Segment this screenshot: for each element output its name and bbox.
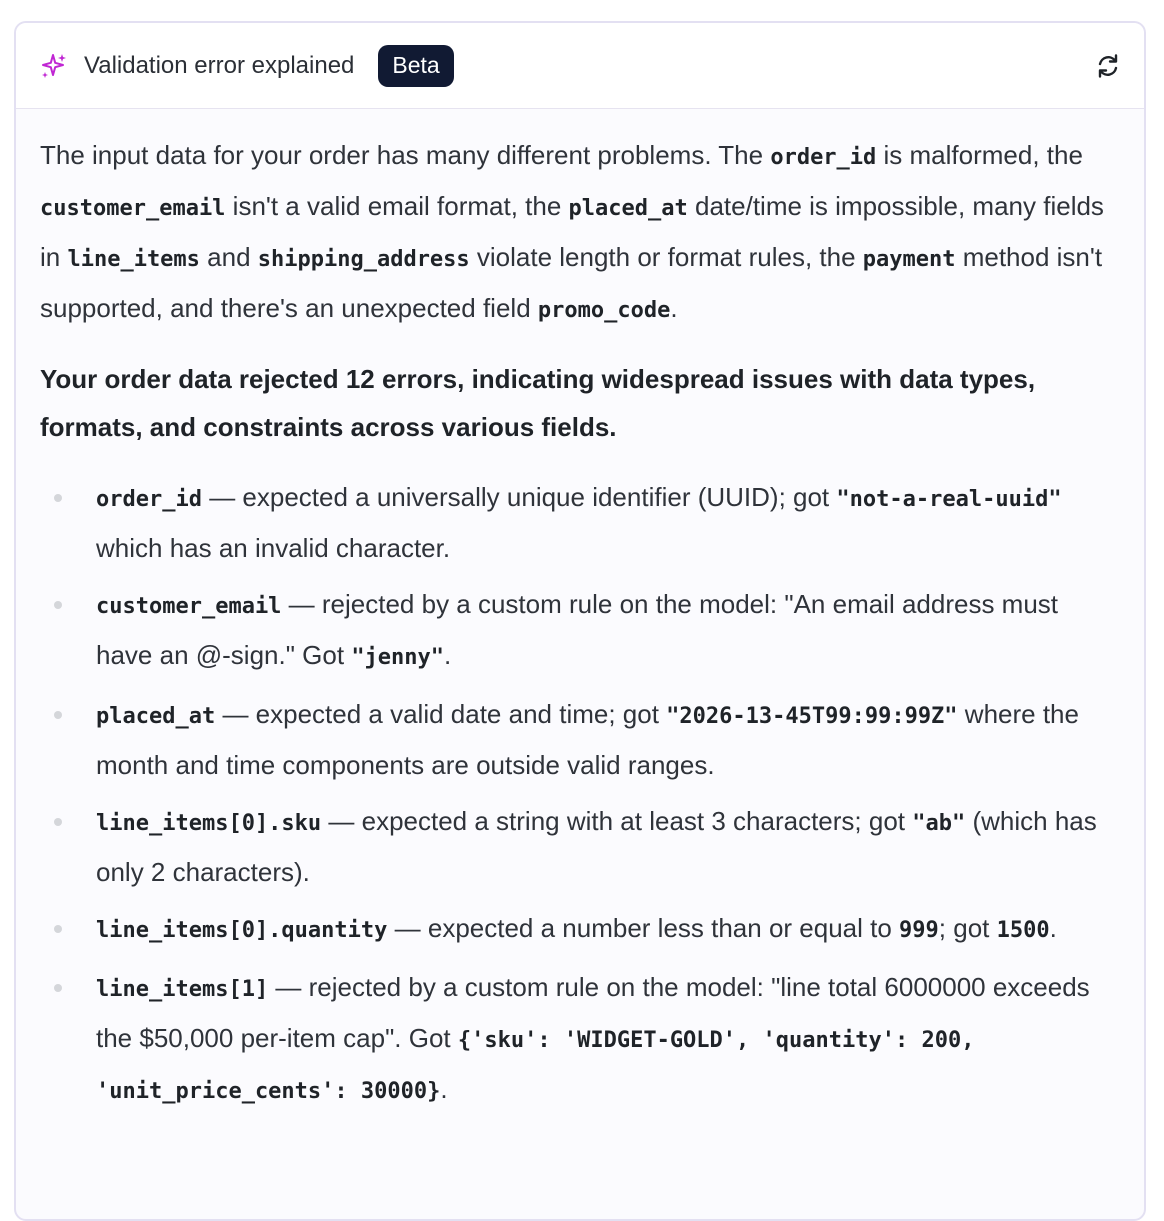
- error-item: [40, 580, 1118, 682]
- field-code: payment: [862, 247, 956, 272]
- intro-text: violate length or format rules, the: [469, 242, 863, 272]
- error-field: line_items[0].sku: [96, 811, 322, 836]
- card-header: [16, 23, 1144, 109]
- error-item: [40, 904, 1118, 955]
- field-code: order_id: [770, 145, 877, 170]
- error-text: which has an invalid character.: [96, 533, 451, 563]
- error-text: — expected a valid date and time; got: [215, 699, 667, 729]
- field-code: promo_code: [537, 298, 671, 323]
- error-text: ; got: [938, 913, 997, 943]
- error-text: .: [440, 1074, 448, 1104]
- field-code: shipping_address: [257, 247, 470, 272]
- error-text: — expected a number less than or equal to: [387, 913, 900, 943]
- intro-text: .: [670, 293, 678, 323]
- error-value: "2026-13-45T99:99:99Z": [666, 704, 958, 729]
- intro-text: and: [199, 242, 258, 272]
- error-item: [40, 690, 1118, 789]
- error-text: .: [1049, 913, 1057, 943]
- error-field: placed_at: [96, 704, 216, 729]
- error-text: — expected a universally unique identifier (UUID); got: [201, 482, 837, 512]
- field-code: line_items: [67, 247, 200, 272]
- error-item: [40, 963, 1118, 1116]
- error-item: [40, 473, 1118, 572]
- intro-text: method isn't supported, and there's an unexpected field: [40, 242, 1103, 323]
- error-text: (which has only 2 characters).: [96, 806, 1097, 887]
- error-item: [40, 797, 1118, 896]
- error-field: line_items[0].quantity: [96, 918, 388, 943]
- error-list: [40, 473, 1118, 1116]
- refresh-icon[interactable]: [1094, 52, 1122, 80]
- error-field: line_items[1]: [96, 977, 269, 1002]
- error-text: — expected a string with at least 3 characters; got: [321, 806, 913, 836]
- error-value: 999: [899, 918, 939, 943]
- error-text: — rejected by a custom rule on the model: "An email address must have an @-sign." Got: [96, 589, 1059, 670]
- card-title: Validation error explained: [84, 51, 355, 79]
- error-summary: Your order data rejected 12 errors, indicating widespread issues with data types, formats, and constraints across various fields.: [40, 364, 1036, 442]
- error-value: "not-a-real-uuid": [836, 487, 1062, 512]
- error-text: where the month and time components are outside valid ranges.: [96, 699, 1079, 780]
- field-code: placed_at: [568, 196, 688, 221]
- intro-text: isn't a valid email format, the: [225, 191, 569, 221]
- field-code: customer_email: [40, 196, 226, 221]
- beta-badge: Beta: [378, 45, 453, 87]
- validation-error-card: [14, 21, 1146, 1221]
- error-value: {'sku': 'WIDGET-GOLD', 'quantity': 200, 'unit_price_cents': 30000}: [96, 1028, 975, 1104]
- error-field: customer_email: [96, 594, 282, 619]
- intro-text: is malformed, the: [876, 140, 1083, 170]
- card-body: [16, 109, 1144, 1116]
- error-text: .: [444, 640, 452, 670]
- intro-text: The input data for your order has many different problems. The: [40, 140, 771, 170]
- error-value: "jenny": [351, 645, 445, 670]
- intro-text: date/time is impossible, many fields in: [40, 191, 1104, 272]
- error-text: — rejected by a custom rule on the model: "line total 6000000 exceeds the $50,000 per-item cap". Got: [96, 972, 1090, 1053]
- error-field: order_id: [96, 487, 202, 512]
- error-value: "ab": [912, 811, 966, 836]
- sparkle-icon: [40, 52, 68, 80]
- error-value: 1500: [996, 918, 1050, 943]
- intro-paragraph: [40, 131, 1118, 335]
